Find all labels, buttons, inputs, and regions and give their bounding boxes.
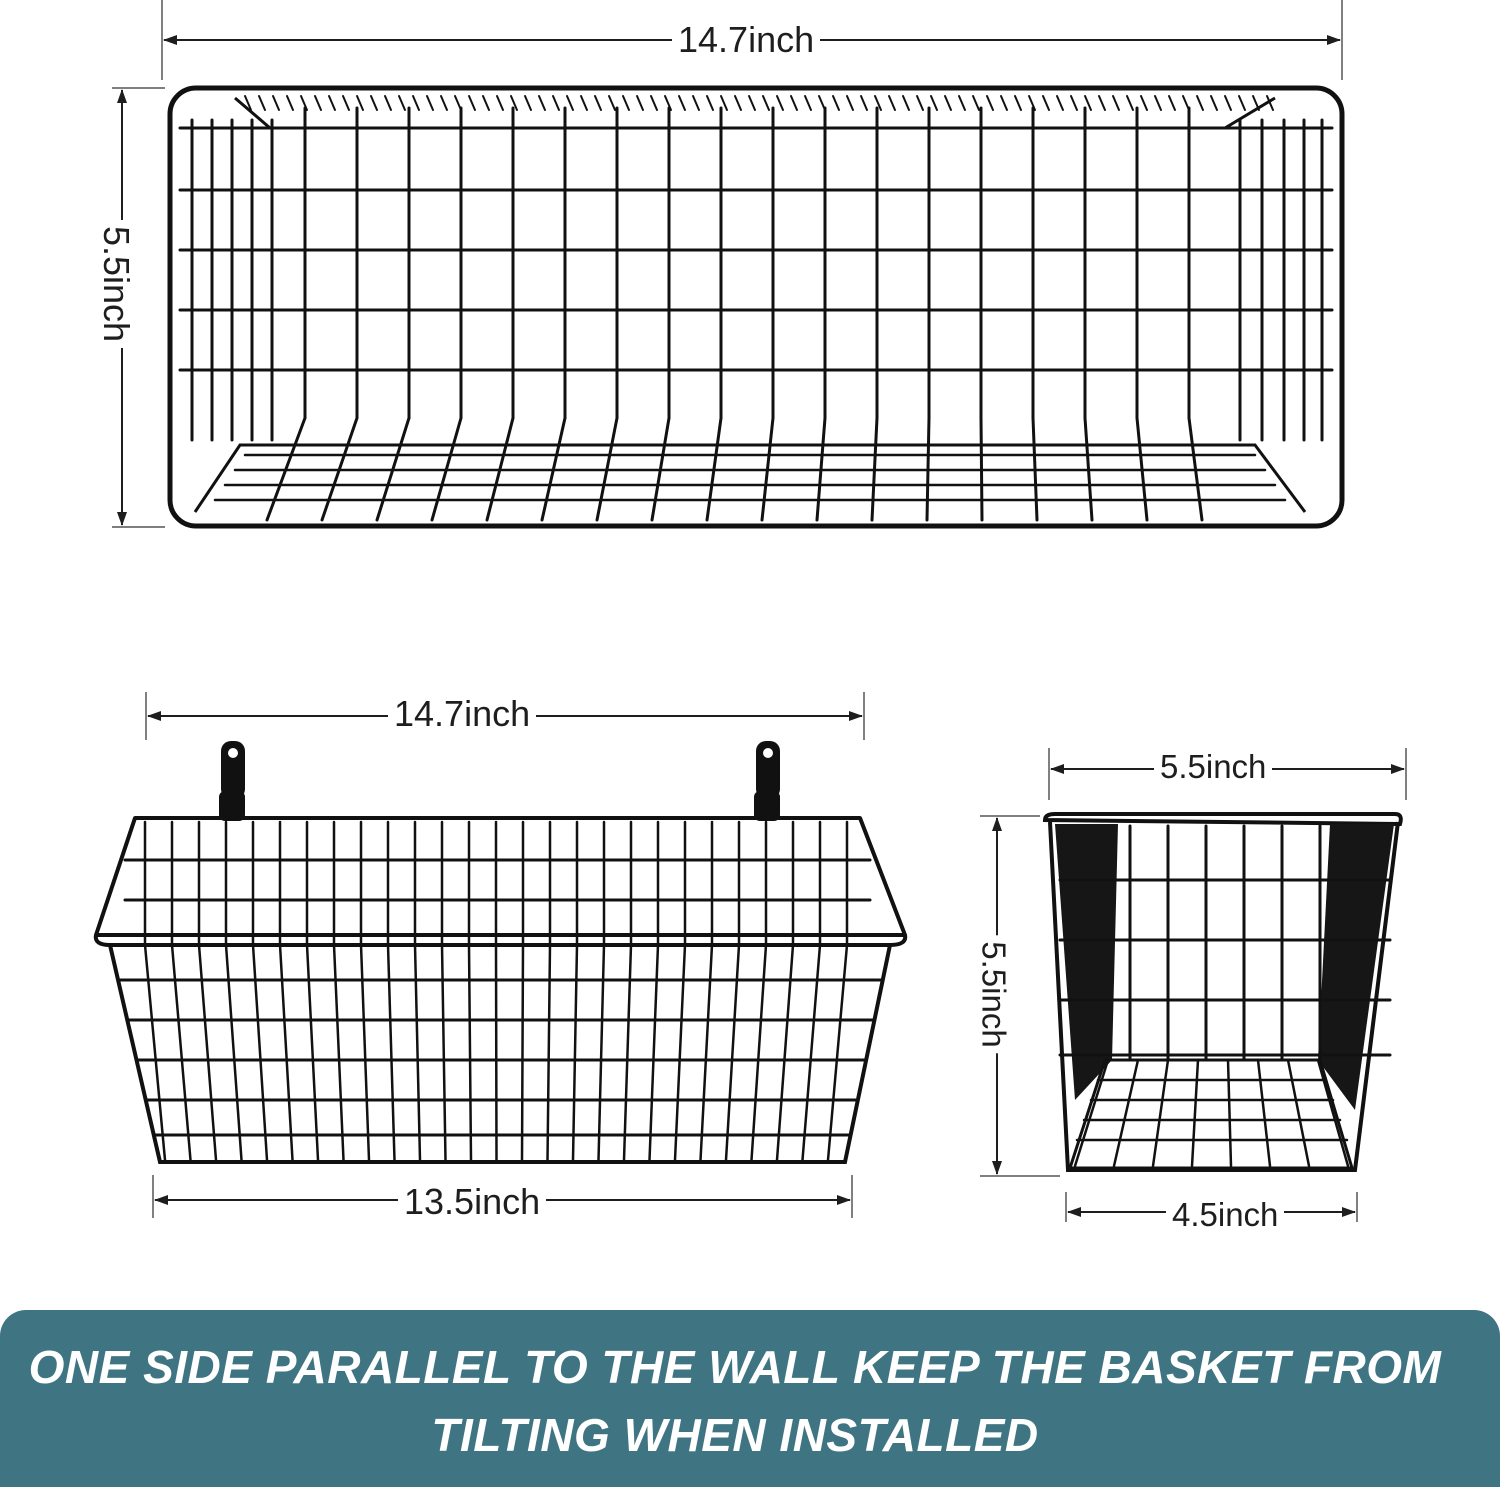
vertical-wire	[828, 945, 847, 1160]
rim-wire	[1211, 96, 1217, 110]
rim-wire	[441, 96, 447, 110]
side-panel-right	[1318, 824, 1394, 1110]
floor-wire	[1228, 1060, 1231, 1166]
rim-wire	[1015, 96, 1021, 110]
basket-floor	[1070, 1060, 1352, 1168]
rim-wire	[917, 96, 923, 110]
rim-wire	[497, 96, 503, 110]
front-top-width-label: 14.7inch	[388, 696, 536, 732]
side-bottom-width-label: 4.5inch	[1166, 1198, 1284, 1231]
caption-line-1: ONE SIDE PARALLEL TO THE WALL KEEP THE BASKET FROM	[28, 1341, 1442, 1393]
vertical-wire	[777, 945, 793, 1160]
rim-wire	[1099, 96, 1105, 110]
rim-wire	[679, 96, 685, 110]
rim-wire	[1071, 96, 1077, 110]
floor-wire	[1192, 1060, 1198, 1166]
rim-wire	[987, 96, 993, 110]
vertical-wire	[548, 945, 551, 1160]
rim-wire	[959, 96, 965, 110]
vertical-wire	[496, 945, 497, 1160]
rim-wire	[581, 96, 587, 110]
rim-wire	[385, 96, 391, 110]
floor-wire	[1153, 1060, 1168, 1166]
rim-wire	[903, 96, 909, 110]
rim-wire	[819, 96, 825, 110]
basket-rim	[1045, 814, 1401, 824]
top-view-basket	[170, 88, 1342, 526]
rim-wire	[329, 96, 335, 110]
rim-wire	[469, 96, 475, 110]
rim-wire	[651, 96, 657, 110]
rim-wire	[1113, 96, 1119, 110]
basket-rim	[96, 818, 905, 935]
vertical-wire	[334, 945, 344, 1160]
vertical-wire	[624, 945, 631, 1160]
vertical-wire	[726, 945, 739, 1160]
vertical-wire	[415, 945, 420, 1160]
vertical-wire	[226, 945, 242, 1160]
rim-wire	[1169, 96, 1175, 110]
rim-wire	[455, 96, 461, 110]
top-width-label: 14.7inch	[672, 22, 820, 58]
vertical-wire	[280, 945, 293, 1160]
rim-wire	[889, 96, 895, 110]
vertical-wire	[145, 945, 165, 1160]
rim-wire	[1155, 96, 1161, 110]
rim-wire	[973, 96, 979, 110]
rim-wire	[861, 96, 867, 110]
side-top-width-label: 5.5inch	[1154, 750, 1272, 783]
rim-wire	[567, 96, 573, 110]
rim-wire	[539, 96, 545, 110]
rim-wire	[525, 96, 531, 110]
rim-wire	[791, 96, 797, 110]
vertical-wire	[442, 945, 446, 1160]
rim-wire	[1127, 96, 1133, 110]
vertical-wire	[253, 945, 267, 1160]
vertical-wire	[650, 945, 659, 1160]
caption-text	[0, 1333, 1470, 1469]
floor-wire	[1114, 1060, 1138, 1166]
rim-wire	[427, 96, 433, 110]
rim-wire	[945, 96, 951, 110]
rim-wire	[763, 96, 769, 110]
rim-wire	[595, 96, 601, 110]
rim-wire	[931, 96, 937, 110]
rim-wire	[399, 96, 405, 110]
inner-top-edge	[235, 98, 1275, 128]
rim-wire	[1183, 96, 1189, 110]
front-view-basket	[96, 741, 905, 1162]
rim-wire	[1239, 96, 1245, 110]
vertical-wire	[803, 945, 821, 1160]
rim-wire	[371, 96, 377, 110]
hook-hole	[763, 748, 773, 758]
rim-wire	[259, 96, 265, 110]
rim-wire	[637, 96, 643, 110]
rim-wire	[1001, 96, 1007, 110]
top-height-label: 5.5inch	[98, 220, 134, 348]
rim-wire	[833, 96, 839, 110]
vertical-wire	[307, 945, 318, 1160]
vertical-wire	[199, 945, 216, 1160]
vertical-wire	[599, 945, 605, 1160]
basket-rim	[170, 88, 1342, 526]
front-bottom-width-label: 13.5inch	[398, 1184, 546, 1220]
side-view-basket	[1045, 814, 1401, 1170]
rim-wire	[483, 96, 489, 110]
rim-wire	[1057, 96, 1063, 110]
rim-wire	[315, 96, 321, 110]
vertical-wire	[361, 945, 369, 1160]
rim-wire	[553, 96, 559, 110]
rim-wire	[1043, 96, 1049, 110]
rim-wire	[735, 96, 741, 110]
rim-wire	[805, 96, 811, 110]
rim-wire	[777, 96, 783, 110]
caption-line-2: TILTING WHEN INSTALLED	[431, 1409, 1039, 1461]
rim-wire	[1141, 96, 1147, 110]
vertical-wire	[675, 945, 685, 1160]
vertical-wire	[388, 945, 395, 1160]
rim-wire	[707, 96, 713, 110]
rim-wire	[847, 96, 853, 110]
vertical-wire	[172, 945, 191, 1160]
rim-wire	[343, 96, 349, 110]
rim-wire	[693, 96, 699, 110]
basket-body	[110, 945, 890, 1162]
vertical-wire	[573, 945, 577, 1160]
rim-wire	[287, 96, 293, 110]
hook-hole	[228, 748, 238, 758]
rim-wire	[1197, 96, 1203, 110]
floor-wire	[1258, 1060, 1270, 1166]
side-height-label: 5.5inch	[978, 935, 1011, 1053]
vertical-wire	[522, 945, 523, 1160]
rim-wire	[1225, 96, 1231, 110]
vertical-wire	[701, 945, 713, 1160]
rim-wire	[609, 96, 615, 110]
rim-wire	[273, 96, 279, 110]
vertical-wire	[752, 945, 767, 1160]
rim-wire	[623, 96, 629, 110]
rim-wire	[413, 96, 419, 110]
rim-wire	[749, 96, 755, 110]
floor-wire	[1288, 1060, 1309, 1166]
vertical-wire	[469, 945, 471, 1160]
